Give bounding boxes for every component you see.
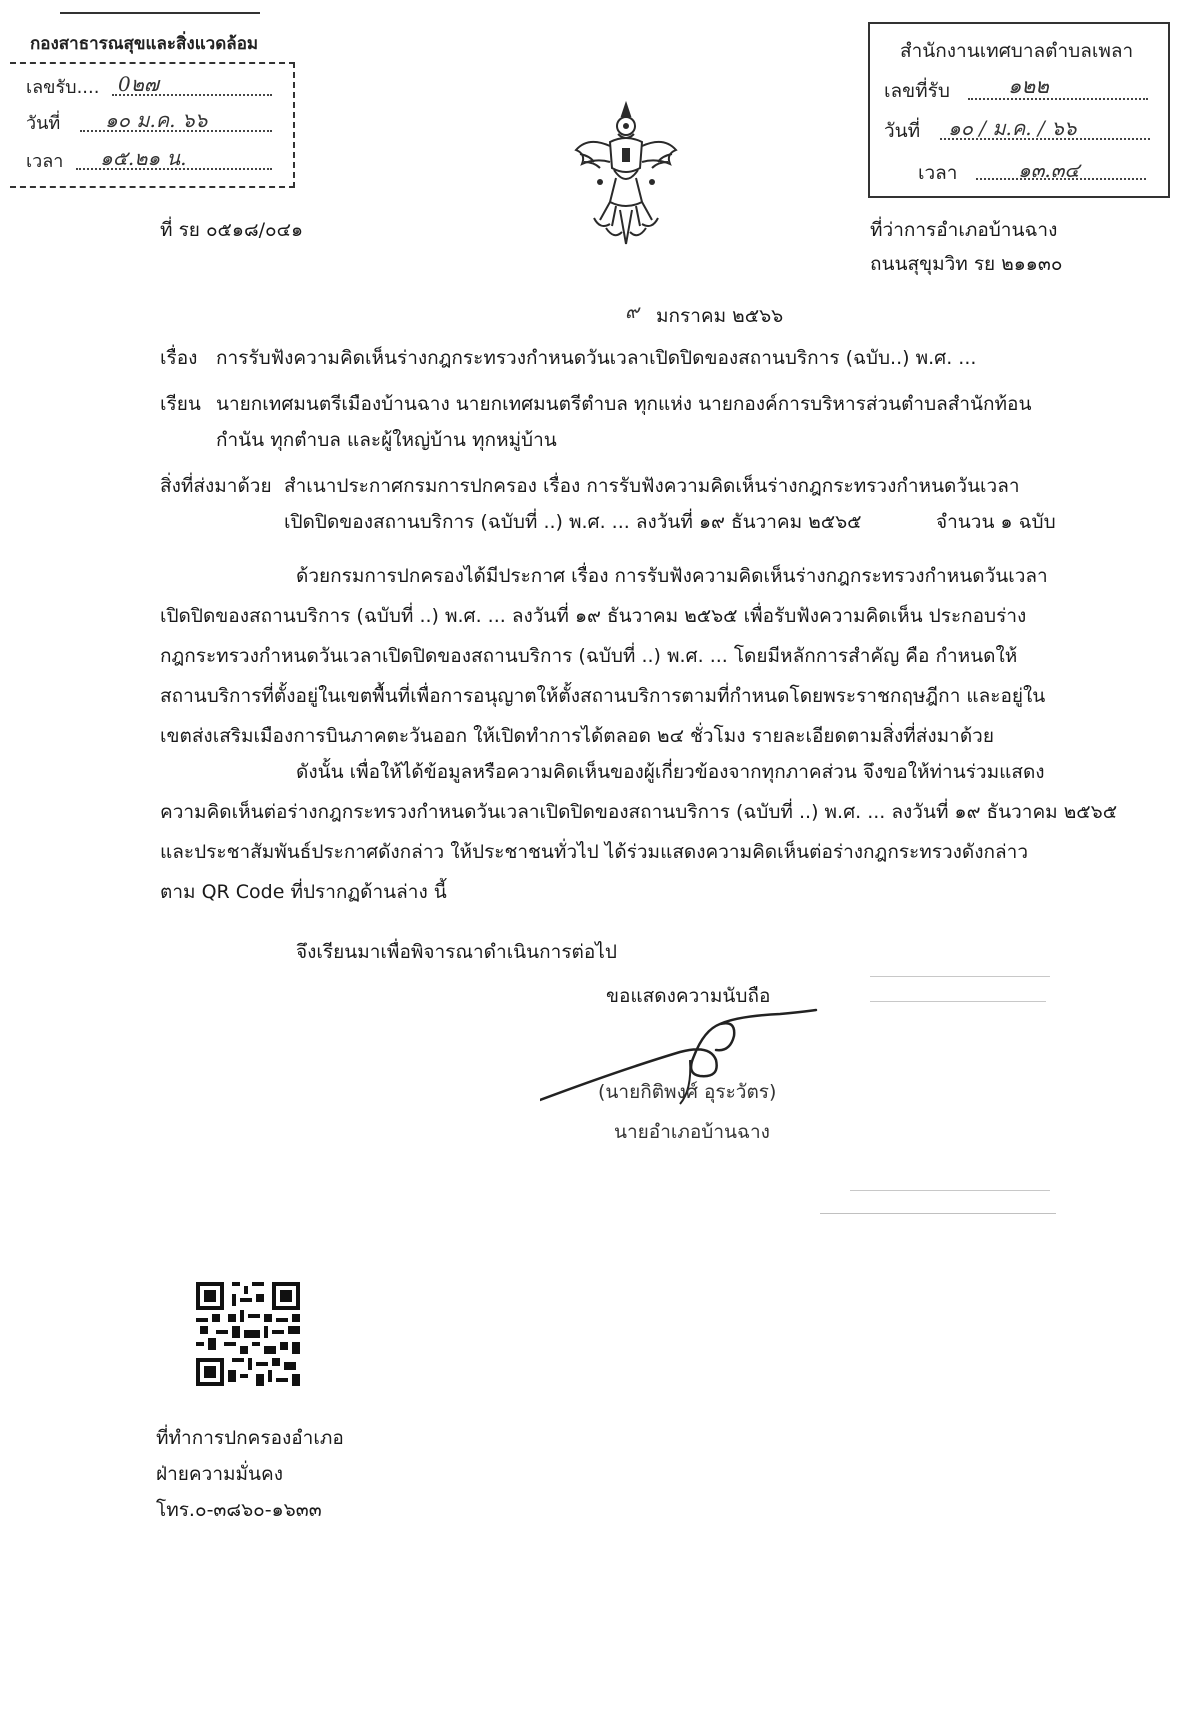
receiving-stamp-left (0, 0, 300, 200)
subject-text: การรับฟังความคิดเห็นร่างกฎกระทรวงกำหนดวันเวลาเปิดปิดของสถานบริการ (ฉบับ..) พ.ศ. ... (216, 347, 977, 369)
signatory-name: (นายกิติพงศ์ อุระวัตร) (598, 1081, 777, 1103)
body-line: ความคิดเห็นต่อร่างกฎกระทรวงกำหนดวันเวลาเปิดปิดของสถานบริการ (ฉบับที่ ..) พ.ศ. ... ลงวันที่ ๑๙ ธันวาคม ๒๕๖๕ (160, 801, 1118, 823)
stamp-left-date-value: ๑๐ ม.ค. ๖๖ (105, 108, 208, 132)
signature-regards: ขอแสดงความนับถือ (606, 985, 771, 1007)
stamp-right-recv-label: เลขที่รับ (884, 80, 950, 102)
faint-bleed-through-stamp (870, 966, 1060, 1026)
enclosure-label: สิ่งที่ส่งมาด้วย (160, 475, 272, 497)
garuda-emblem (570, 98, 682, 250)
body-line: สถานบริการที่ตั้งอยู่ในเขตพื้นที่เพื่อการอนุญาตให้ตั้งสถานบริการตามที่กำหนดโดยพระราชกฤษฎีกา และอยู่ใน (160, 685, 1046, 707)
dotted-line (968, 98, 1148, 100)
office-address-line2: ถนนสุขุมวิท รย ๒๑๑๓๐ (870, 253, 1063, 275)
stamp-right-recv-value: ๑๒๒ (1008, 74, 1050, 98)
dotted-line (976, 178, 1146, 180)
reference-number: ที่ รย ๐๕๑๘/๐๔๑ (160, 219, 304, 241)
recipient-line1: นายกเทศมนตรีเมืองบ้านฉาง นายกเทศมนตรีตำบล ทุกแห่ง นายกองค์การบริหารส่วนตำบลสำนักท้อน (216, 393, 1032, 415)
body-line: ด้วยกรมการปกครองได้มีประกาศ เรื่อง การรับฟังความคิดเห็นร่างกฎกระทรวงกำหนดวันเวลา (296, 565, 1048, 587)
enclosure-line1: สำเนาประกาศกรมการปกครอง เรื่อง การรับฟังความคิดเห็นร่างกฎกระทรวงกำหนดวันเวลา (284, 475, 1020, 497)
body-line: เปิดปิดของสถานบริการ (ฉบับที่ ..) พ.ศ. ... ลงวันที่ ๑๙ ธันวาคม ๒๕๖๕ เพื่อรับฟังความคิดเห็น ประกอบร่าง (160, 605, 1027, 627)
stamp-left-date-label: วันที่ (26, 113, 61, 134)
body-line: และประชาสัมพันธ์ประกาศดังกล่าว ให้ประชาชนทั่วไป ได้ร่วมแสดงความคิดเห็นต่อร่างกฎกระทรวงดังกล่าว (160, 841, 1029, 863)
stamp-right-date-label: วันที่ (884, 120, 921, 142)
dotted-line (76, 168, 272, 170)
footer-department: ฝ่ายความมั่นคง (156, 1463, 284, 1485)
body-line: ดังนั้น เพื่อให้ได้ข้อมูลหรือความคิดเห็นของผู้เกี่ยวข้องจากทุกภาคส่วน จึงขอให้ท่านร่วมแสดง (296, 761, 1045, 783)
closing-line: จึงเรียนมาเพื่อพิจารณาดำเนินการต่อไป (296, 941, 617, 963)
signatory-position: นายอำเภอบ้านฉาง (614, 1121, 770, 1143)
enclosure-line2: เปิดปิดของสถานบริการ (ฉบับที่ ..) พ.ศ. ... ลงวันที่ ๑๙ ธันวาคม ๒๕๖๕ (284, 511, 862, 533)
dotted-line (112, 94, 272, 96)
recipient-line2: กำนัน ทุกตำบล และผู้ใหญ่บ้าน ทุกหมู่บ้าน (216, 429, 557, 451)
stamp-top-rule (60, 12, 260, 14)
stamp-left-recv-label: เลขรับ.... (26, 77, 100, 98)
footer-phone: โทร.๐-๓๘๖๐-๑๖๓๓ (156, 1499, 322, 1521)
body-line: เขตส่งเสริมเมืองการบินภาคตะวันออก ให้เปิดทำการได้ตลอด ๒๔ ชั่วโมง รายละเอียดตามสิ่งที่ส่งมาด้วย (160, 725, 994, 747)
stamp-left-recv-value: 0๒๗ (118, 72, 159, 96)
stamp-left-time-value: ๑๕.๒๑ น. (100, 146, 187, 170)
subject-label: เรื่อง (160, 347, 198, 369)
office-address-line1: ที่ว่าการอำเภอบ้านฉาง (870, 219, 1058, 241)
faint-bleed-through-stamp (820, 1178, 1060, 1234)
stamp-right-time-label: เวลา (918, 162, 958, 184)
qr-code (196, 1282, 300, 1386)
stamp-left-time-label: เวลา (26, 151, 64, 172)
body-line: ตาม QR Code ที่ปรากฏด้านล่าง นี้ (160, 881, 447, 903)
footer-office: ที่ทำการปกครองอำเภอ (156, 1427, 344, 1449)
qr-code-icon (196, 1282, 300, 1386)
stamp-right-time-value: ๑๓.๓๔ (1018, 158, 1080, 182)
letter-date: มกราคม ๒๕๖๖ (656, 305, 784, 327)
stamp-left-org: กองสาธารณสุขและสิ่งแวดล้อม (30, 34, 259, 54)
letter-date-day: ๙ (625, 301, 639, 323)
garuda-emblem-icon (570, 98, 682, 250)
dotted-line (80, 130, 272, 132)
enclosure-count: จำนวน ๑ ฉบับ (936, 511, 1056, 533)
dotted-line (940, 138, 1150, 140)
stamp-right-date-value: ๑๐ / ม.ค. / ๖๖ (948, 116, 1077, 140)
recipient-label: เรียน (160, 393, 201, 415)
receiving-stamp-right (868, 14, 1184, 204)
stamp-right-org: สำนักงานเทศบาลตำบลเพลา (900, 40, 1134, 62)
body-line: กฎกระทรวงกำหนดวันเวลาเปิดปิดของสถานบริการ (ฉบับที่ ..) พ.ศ. ... โดยมีหลักการสำคัญ คือ กำหนดให้ (160, 645, 1018, 667)
